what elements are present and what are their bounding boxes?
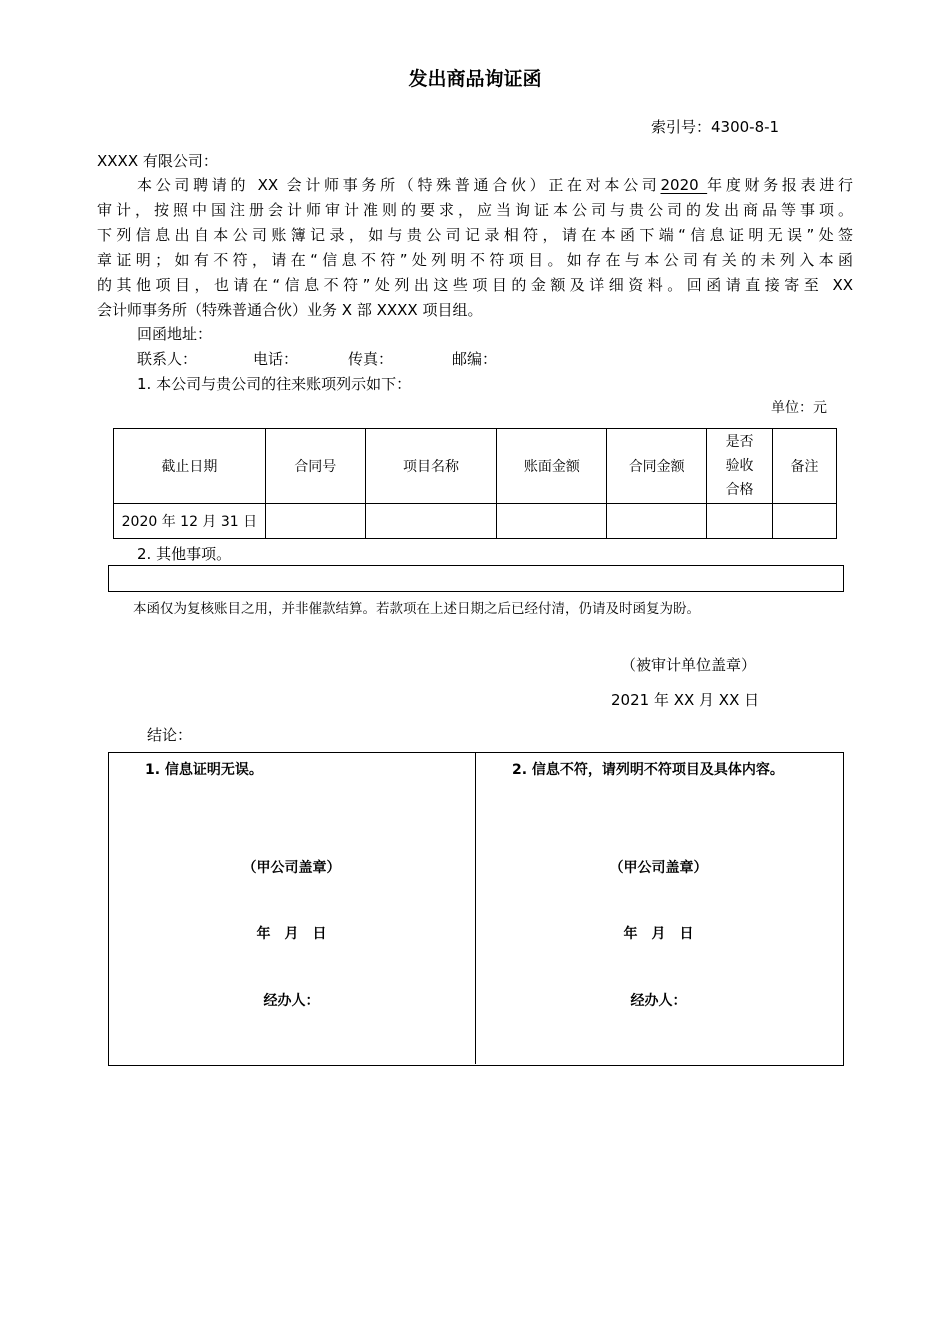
other-matters-box[interactable] (108, 565, 844, 592)
addressee: XXXX 有限公司： (97, 152, 218, 170)
cell-book-amount[interactable] (497, 504, 607, 539)
body-line-3: 下列信息出自本公司账簿记录，如与贵公司记录相符，请在本函下端“信息证明无误”处签 (97, 226, 853, 244)
body-text: 年度财务报表进行 (707, 176, 853, 194)
header-project-name: 项目名称 (365, 429, 497, 504)
audited-unit-seal: （被审计单位盖章） (621, 656, 757, 674)
cell-remarks[interactable] (773, 504, 837, 539)
agree-heading: 1. 信息证明无误。 (145, 762, 263, 778)
disagree-seal: （甲公司盖章） (609, 860, 708, 876)
document-title: 发出商品询证函 (408, 68, 542, 90)
agree-seal: （甲公司盖章） (242, 860, 341, 876)
accounts-table (113, 428, 837, 539)
section-1-heading: 1. 本公司与贵公司的往来账项列示如下： (137, 375, 412, 393)
unit-label: 单位：元 (771, 400, 827, 416)
index-number: 索引号：4300-8-1 (651, 118, 780, 136)
year-underlined: 2020 (660, 176, 708, 194)
agree-handler: 经办人： (263, 993, 320, 1009)
return-address-label: 回函地址： (137, 325, 213, 343)
notice-text: 本函仅为复核账目之用，并非催款结算。若款项在上述日期之后已经付清，仍请及时函复为盼。 (133, 601, 700, 617)
header-accepted: 是否 验收 合格 (707, 429, 773, 504)
conclusion-label: 结论： (147, 726, 193, 744)
postcode-label: 邮编： (452, 350, 498, 368)
disagree-heading: 2. 信息不符，请列明不符项目及具体内容。 (512, 762, 784, 778)
section-2-heading: 2. 其他事项。 (137, 545, 232, 563)
cell-contract-amount[interactable] (607, 504, 707, 539)
header-remarks: 备注 (773, 429, 837, 504)
conclusion-divider (475, 752, 476, 1064)
conclusion-box (108, 752, 844, 1066)
table-header-row (114, 429, 837, 504)
letter-date: 2021 年 XX 月 XX 日 (611, 691, 760, 709)
header-book-amount: 账面金额 (497, 429, 607, 504)
cell-contract-no[interactable] (265, 504, 365, 539)
body-line-4: 章证明；如有不符，请在“信息不符”处列明不符项目。如存在与本公司有关的未列入本函 (97, 251, 853, 269)
header-contract-amount: 合同金额 (607, 429, 707, 504)
table-row (114, 504, 837, 539)
body-line-1 (137, 174, 853, 195)
disagree-date: 年 月 日 (623, 926, 694, 942)
body-line-5: 的其他项目，也请在“信息不符”处列出这些项目的金额及详细资料。回函请直接寄至 XX (97, 276, 853, 294)
disagree-handler: 经办人： (630, 993, 687, 1009)
cell-cutoff-date: 2020 年 12 月 31 日 (114, 504, 266, 539)
header-cutoff-date: 截止日期 (114, 429, 266, 504)
phone-label: 电话： (253, 350, 299, 368)
cell-accepted[interactable] (707, 504, 773, 539)
contact-person-label: 联系人： (137, 350, 198, 368)
body-text: 本公司聘请的 XX 会计师事务所（特殊普通合伙）正在对本公司 (137, 176, 661, 194)
agree-date: 年 月 日 (256, 926, 327, 942)
body-line-2: 审计，按照中国注册会计师审计准则的要求，应当询证本公司与贵公司的发出商品等事项。 (97, 201, 853, 219)
fax-label: 传真： (348, 350, 394, 368)
header-contract-no: 合同号 (265, 429, 365, 504)
body-line-6: 会计师事务所（特殊普通合伙）业务 X 部 XXXX 项目组。 (97, 301, 483, 319)
cell-project-name[interactable] (365, 504, 497, 539)
